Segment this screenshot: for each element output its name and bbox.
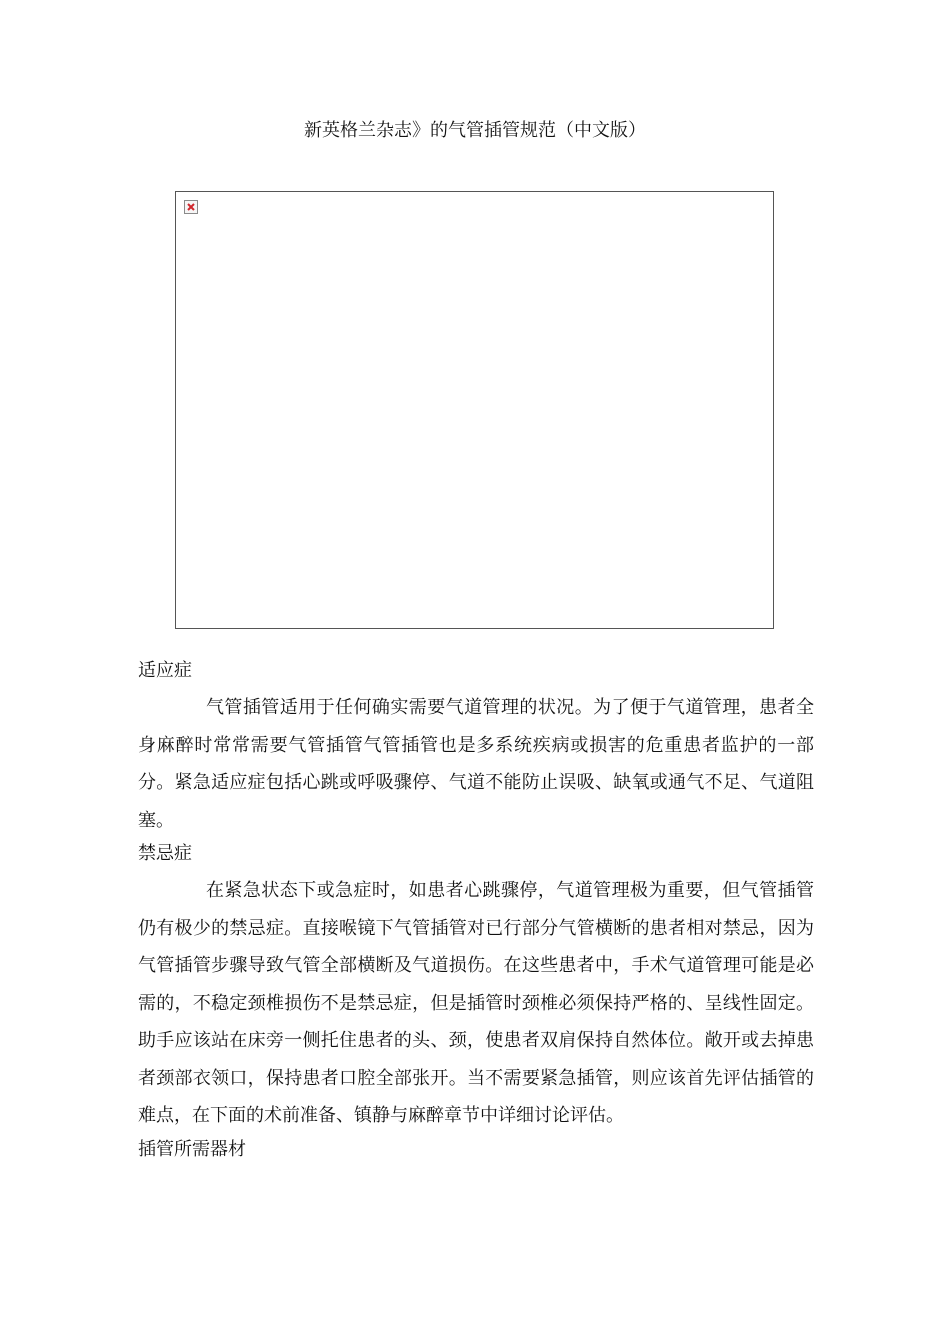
section-heading-indications: 适应症	[138, 660, 192, 681]
section-heading-contraindications: 禁忌症	[138, 843, 192, 864]
section-heading-equipment: 插管所需器材	[138, 1138, 246, 1160]
document-body	[138, 656, 814, 1165]
broken-image-icon	[184, 200, 198, 214]
image-placeholder	[175, 191, 774, 629]
document-title: 新英格兰杂志》的气管插管规范（中文版）	[304, 120, 646, 141]
section-paragraph-contraindications: 在紧急状态下或急症时，如患者心跳骤停，气道管理极为重要，但气管插管仍有极少的禁忌症。直接喉镜下气管插管对已行部分气管横断的患者相对禁忌，因为气管插管步骤导致气管全部横断及气道损伤。在这些患者中，手术气道管理可能是必需的，不稳定颈椎损伤不是禁忌症，但是插管时颈椎必须保持严格的、呈线性固定。助手应该站在床旁一侧托住患者的头、颈，使患者双肩保持自然体位。敞开或去掉患者颈部衣领口，保持患者口腔全部张开。当不需要紧急插管，则应该首先评估插管的难点，在下面的术前准备、镇静与麻醉章节中详细讨论评估。	[138, 880, 814, 1126]
section-paragraph-indications: 气管插管适用于任何确实需要气道管理的状况。为了便于气道管理，患者全身麻醉时常常需要气管插管气管插管也是多系统疾病或损害的危重患者监护的一部分。紧急适应症包括心跳或呼吸骤停、气道不能防止误吸、缺氧或通气不足、气道阻塞。	[138, 697, 814, 831]
